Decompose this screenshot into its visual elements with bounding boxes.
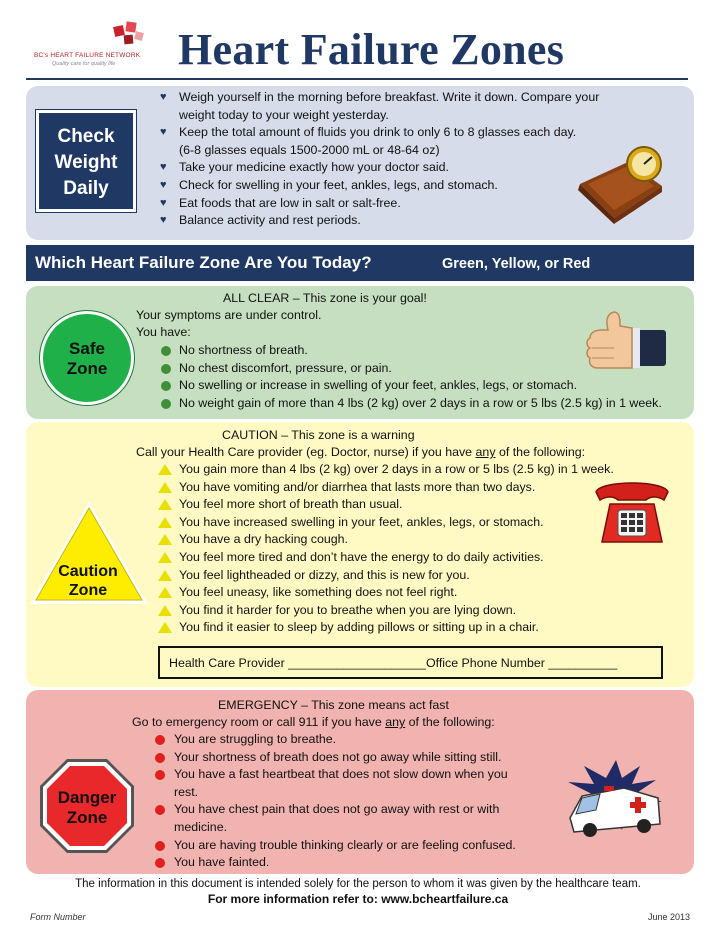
danger-item-text: rest. (174, 784, 199, 799)
list-item (154, 749, 516, 767)
safe-intro-2: You have: (136, 325, 191, 339)
ambulance-icon (560, 758, 672, 840)
danger-intro-post: of the following: (405, 715, 495, 729)
list-item (158, 479, 614, 497)
yellow-triangle-icon (158, 587, 172, 598)
caution-item-text: You have a dry hacking cough. (179, 532, 349, 547)
list-item (154, 801, 516, 819)
list-item (154, 766, 516, 784)
weight-item-text: Balance activity and rest periods. (179, 213, 361, 228)
badge-line-2: Weight (54, 152, 118, 173)
weight-item-text: Weigh yourself in the morning before breakfast. Write it down. Compare your (179, 90, 600, 104)
footer-disclaimer: The information in this document is intended solely for the person to whom it was given by the healthcare team. (75, 878, 641, 890)
yellow-triangle-icon (158, 534, 172, 545)
danger-heading: EMERGENCY – This zone means act fast (218, 698, 449, 712)
yellow-triangle-icon (158, 622, 172, 633)
red-dot-icon (155, 735, 165, 745)
caution-item-text: You find it harder for you to breathe when you are lying down. (179, 602, 517, 617)
danger-item-text: You are struggling to breathe. (174, 732, 337, 746)
heart-bullet-icon: ♥ (160, 214, 167, 227)
heart-bullet-icon: ♥ (160, 161, 167, 174)
green-dot-icon (161, 399, 171, 409)
zone-answer: Green, Yellow, or Red (442, 256, 591, 272)
caution-symptoms-list (158, 461, 614, 637)
caution-item-text: You have vomiting and/or diarrhea that lasts more than two days. (179, 479, 536, 494)
list-item (158, 619, 614, 637)
weight-item-text: Take your medicine exactly how your doctor said. (179, 160, 449, 175)
list-item (160, 159, 599, 177)
logo-tagline: Quality care for quality life (52, 61, 116, 67)
safe-label-line-2: Zone (66, 359, 108, 378)
list-item (160, 212, 599, 230)
yellow-triangle-icon (158, 499, 172, 510)
danger-label-line-2: Zone (66, 808, 108, 827)
caution-label-line-1: Caution (58, 563, 118, 580)
danger-zone-label (38, 788, 136, 828)
bathroom-scale-icon (574, 140, 668, 226)
caution-item-text: You have increased swelling in your feet, ankles, legs, or stomach. (179, 514, 544, 529)
weight-item-text: Check for swelling in your feet, ankles, legs, and stomach. (179, 177, 498, 192)
list-item (154, 854, 516, 872)
list-item (160, 89, 599, 107)
caution-item-text: You feel uneasy, like something does not feel right. (179, 585, 458, 600)
list-item-continuation (160, 142, 599, 160)
list-item-continuation (154, 819, 516, 837)
safe-heading: ALL CLEAR – This zone is your goal! (223, 291, 427, 305)
safe-item-text: No shortness of breath. (179, 343, 308, 357)
network-logo (30, 18, 160, 68)
caution-item-text: You gain more than 4 lbs (2 kg) over 2 days in a row or 5 lbs (2.5 kg) in 1 week. (179, 462, 614, 476)
yellow-triangle-icon (158, 464, 172, 475)
badge-line-1: Check (57, 126, 115, 147)
heart-bullet-icon: ♥ (160, 91, 167, 103)
green-dot-icon (161, 364, 171, 374)
danger-label-line-1: Danger (57, 788, 117, 807)
danger-intro-emphasis: any (385, 715, 406, 729)
red-dot-icon (155, 805, 165, 815)
yellow-triangle-icon (158, 570, 172, 581)
red-dot-icon (155, 770, 165, 780)
list-item (158, 461, 614, 479)
danger-item-text: You have fainted. (174, 855, 270, 870)
danger-item-text: Your shortness of breath does not go away while sitting still. (174, 749, 502, 764)
list-item (160, 395, 662, 413)
green-dot-icon (161, 346, 171, 356)
logo-name: BC's HEART FAILURE NETWORK (34, 52, 141, 59)
thumbs-up-icon (584, 308, 668, 374)
danger-item-text: You have chest pain that does not go away with rest or with (174, 802, 500, 817)
caution-item-text: You find it easier to sleep by adding pillows or sitting up in a chair. (179, 620, 539, 635)
caution-item-text: You feel more tired and don’t have the energy to do daily activities. (179, 549, 544, 564)
list-item (158, 567, 614, 585)
danger-item-text: You have a fast heartbeat that does not slow down when you (174, 767, 508, 782)
green-dot-icon (161, 381, 171, 391)
check-weight-badge (36, 110, 136, 212)
zone-question-bar (26, 245, 694, 281)
zone-question: Which Heart Failure Zone Are You Today? (35, 253, 372, 272)
danger-intro-pre: Go to emergency room or call 911 if you have (132, 715, 386, 729)
caution-label-line-2: Zone (68, 582, 108, 599)
page-title: Heart Failure Zones (178, 25, 565, 74)
list-item (160, 177, 599, 195)
danger-item-text: You are having trouble thinking clearly or are feeling confused. (174, 837, 516, 852)
heart-bullet-icon: ♥ (160, 178, 167, 191)
weight-item-text: (6-8 glasses equals 1500-2000 mL or 48-64 oz) (179, 142, 440, 157)
list-item (158, 496, 614, 514)
red-dot-icon (155, 858, 165, 868)
title-divider (26, 78, 688, 80)
red-telephone-icon (590, 474, 674, 548)
safe-zone-badge (40, 311, 134, 405)
safe-item-text: No swelling or increase in swelling of your feet, ankles, legs, or stomach. (179, 378, 578, 392)
weight-item-text: Keep the total amount of fluids you drink to only 6 to 8 glasses each day. (179, 125, 577, 140)
caution-intro-emphasis: any (475, 445, 496, 459)
yellow-triangle-icon (158, 552, 172, 563)
safe-label-line-1: Safe (69, 339, 105, 358)
caution-heading: CAUTION – This zone is a warning (222, 428, 415, 442)
caution-intro (136, 444, 585, 461)
provider-info-field[interactable]: Health Care Provider ____________________Office Phone Number __________ (158, 646, 663, 679)
safe-intro-1: Your symptoms are under control. (136, 308, 322, 322)
list-item (158, 514, 614, 532)
footer-more-info: For more information refer to: www.bcheartfailure.ca (207, 892, 509, 906)
danger-intro (132, 714, 495, 731)
heart-bullet-icon: ♥ (160, 126, 167, 139)
caution-intro-pre: Call your Health Care provider (eg. Doctor, nurse) if you have (136, 445, 476, 459)
caution-zone-label (26, 562, 150, 600)
safe-item-text: No weight gain of more than 4 lbs (2 kg) over 2 days in a row or 5 lbs (2.5 kg) in 1 week. (179, 395, 662, 410)
list-item (158, 584, 614, 602)
danger-symptoms-list (154, 731, 516, 872)
caution-intro-post: of the following: (495, 445, 586, 459)
heart-network-logo-icon (112, 20, 146, 50)
red-dot-icon (155, 841, 165, 851)
heart-bullet-icon: ♥ (160, 196, 167, 209)
weight-instructions-list (160, 89, 599, 230)
safe-item-text: No chest discomfort, pressure, or pain. (179, 360, 392, 375)
red-dot-icon (155, 753, 165, 763)
weight-item-text: weight today to your weight yesterday. (179, 107, 389, 122)
list-item (160, 377, 662, 395)
badge-line-3: Daily (63, 178, 109, 199)
form-number-label: Form Number (30, 912, 86, 922)
list-item (154, 731, 516, 749)
list-item-continuation (154, 784, 516, 802)
yellow-triangle-icon (158, 605, 172, 616)
document-date: June 2013 (648, 912, 691, 922)
list-item (154, 837, 516, 855)
list-item-continuation (160, 107, 599, 125)
list-item (160, 195, 599, 213)
danger-item-text: medicine. (174, 819, 228, 834)
list-item (158, 602, 614, 620)
caution-item-text: You feel more short of breath than usual. (179, 497, 403, 512)
yellow-triangle-icon (158, 482, 172, 493)
caution-item-text: You feel lightheaded or dizzy, and this is new for you. (179, 567, 470, 582)
list-item (160, 124, 599, 142)
yellow-triangle-icon (158, 517, 172, 528)
list-item (158, 549, 614, 567)
list-item (158, 531, 614, 549)
weight-item-text: Eat foods that are low in salt or salt-free. (179, 195, 401, 210)
